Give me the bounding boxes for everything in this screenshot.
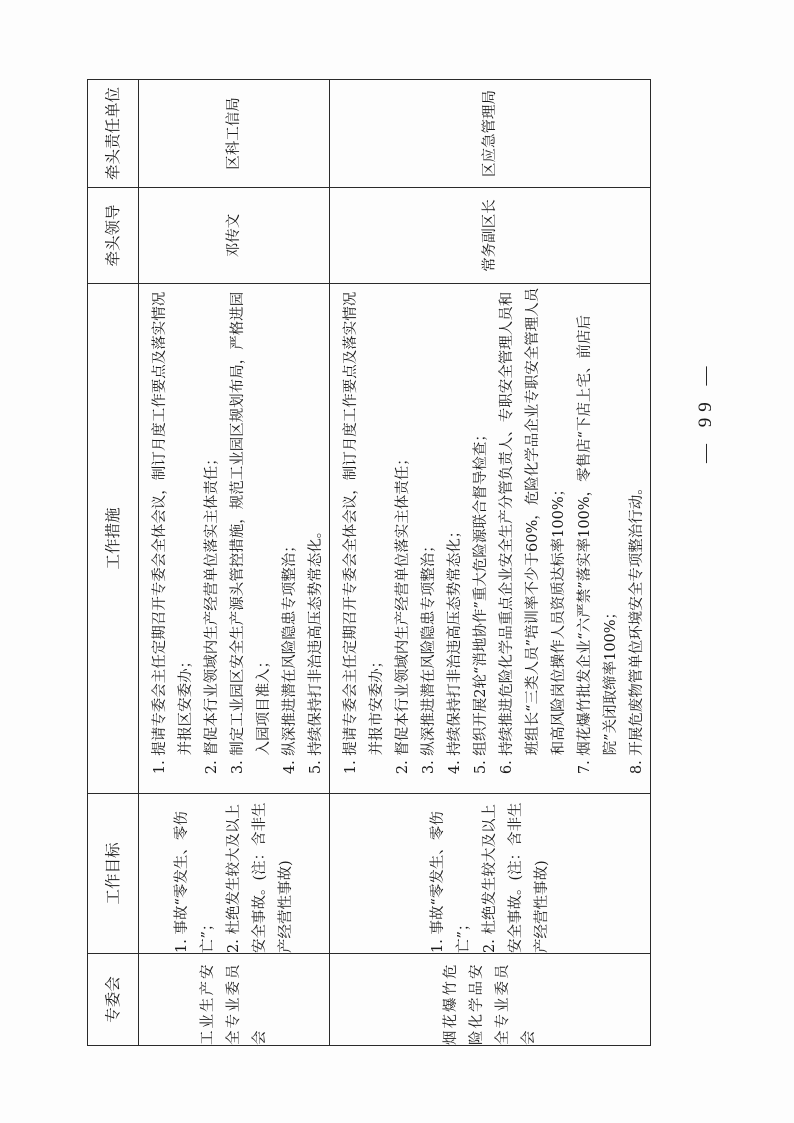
measure-item: 2. 督促本行业领域内生产经营单位落实主体责任；: [204, 451, 220, 775]
measure-item: 2. 督促本行业领域内生产经营单位落实主体责任；: [395, 451, 411, 775]
goal-cell: [139, 794, 330, 954]
goal-item: 2. 杜绝发生较大及以上安全事故。(注：含非生产经营性事故): [226, 802, 294, 953]
unit-cell: 区科工信局: [139, 80, 330, 188]
header-unit: 牵头责任单位: [88, 80, 139, 188]
table-row: [139, 80, 330, 1046]
measures-cell: [139, 284, 330, 794]
lead-cell: 常务副区长: [330, 188, 651, 284]
goal-cell: [330, 794, 651, 954]
header-goal: 工作目标: [88, 794, 139, 954]
header-measures: 工作措施: [88, 284, 139, 794]
measures-cell: [330, 284, 651, 794]
measure-item: 8. 开展危废物管单位环境安全专项整治行动。: [629, 480, 645, 775]
measure-item: 3. 纵深推进潜在风险隐患专项整治；: [421, 538, 437, 775]
committee-cell: 烟花爆竹危险化学品安全专业委员会: [330, 954, 651, 1046]
measure-item: 1. 提请专委会主任定期召开专委会全体会议，制订月度工作要点及落实情况并报市安委办；: [343, 291, 385, 775]
measure-item: 6. 持续推进危险化学品重点企业安全生产分管负责人、专职安全管理人员和班组长“三类人员”培训率不少于60%，危险化学品企业专职安全管理人员和高风险岗位操作人员资质达标率100%；: [499, 287, 567, 775]
table-row: [330, 80, 651, 1046]
measure-item: 5. 持续保持打非治违高压态势常态化。: [308, 523, 324, 775]
measure-item: 4. 持续保持打非治违高压态势常态化；: [447, 523, 463, 775]
measure-item: 7. 烟花爆竹批发企业“六严禁”落实率100%，零售店“下店上宅、前店后院”关闭取缔率100%；: [577, 315, 619, 775]
page-number: — 99 —: [695, 360, 716, 463]
committee-cell: 工业生产安全专业委员会: [139, 954, 330, 1046]
lead-cell: 邓传文: [139, 188, 330, 284]
measure-item: 1. 提请专委会主任定期召开专委会全体会议，制订月度工作要点及落实情况并报区安委办；: [152, 291, 194, 775]
goal-item: 1. 事故“零发生、零伤亡”；: [174, 811, 216, 953]
table-header-row: [88, 80, 139, 1046]
header-lead: 牵头领导: [88, 188, 139, 284]
goal-item: 2. 杜绝发生较大及以上安全事故。(注：含非生产经营性事故): [482, 802, 550, 953]
goal-item: 1. 事故“零发生、零伤亡”；: [430, 811, 472, 953]
measure-item: 4. 纵深推进潜在风险隐患专项整治；: [282, 538, 298, 775]
responsibility-table: [87, 79, 651, 1046]
measure-item: 3. 制定工业园区安全生产源头管控措施，规范工业园区规划布局，严格进园入园项目准入；: [230, 291, 272, 775]
measure-item: 5. 组织开展2轮“消地协作”重大危险源联合督导检查；: [473, 427, 489, 775]
unit-cell: 区应急管理局: [330, 80, 651, 188]
header-committee: 专委会: [88, 954, 139, 1046]
